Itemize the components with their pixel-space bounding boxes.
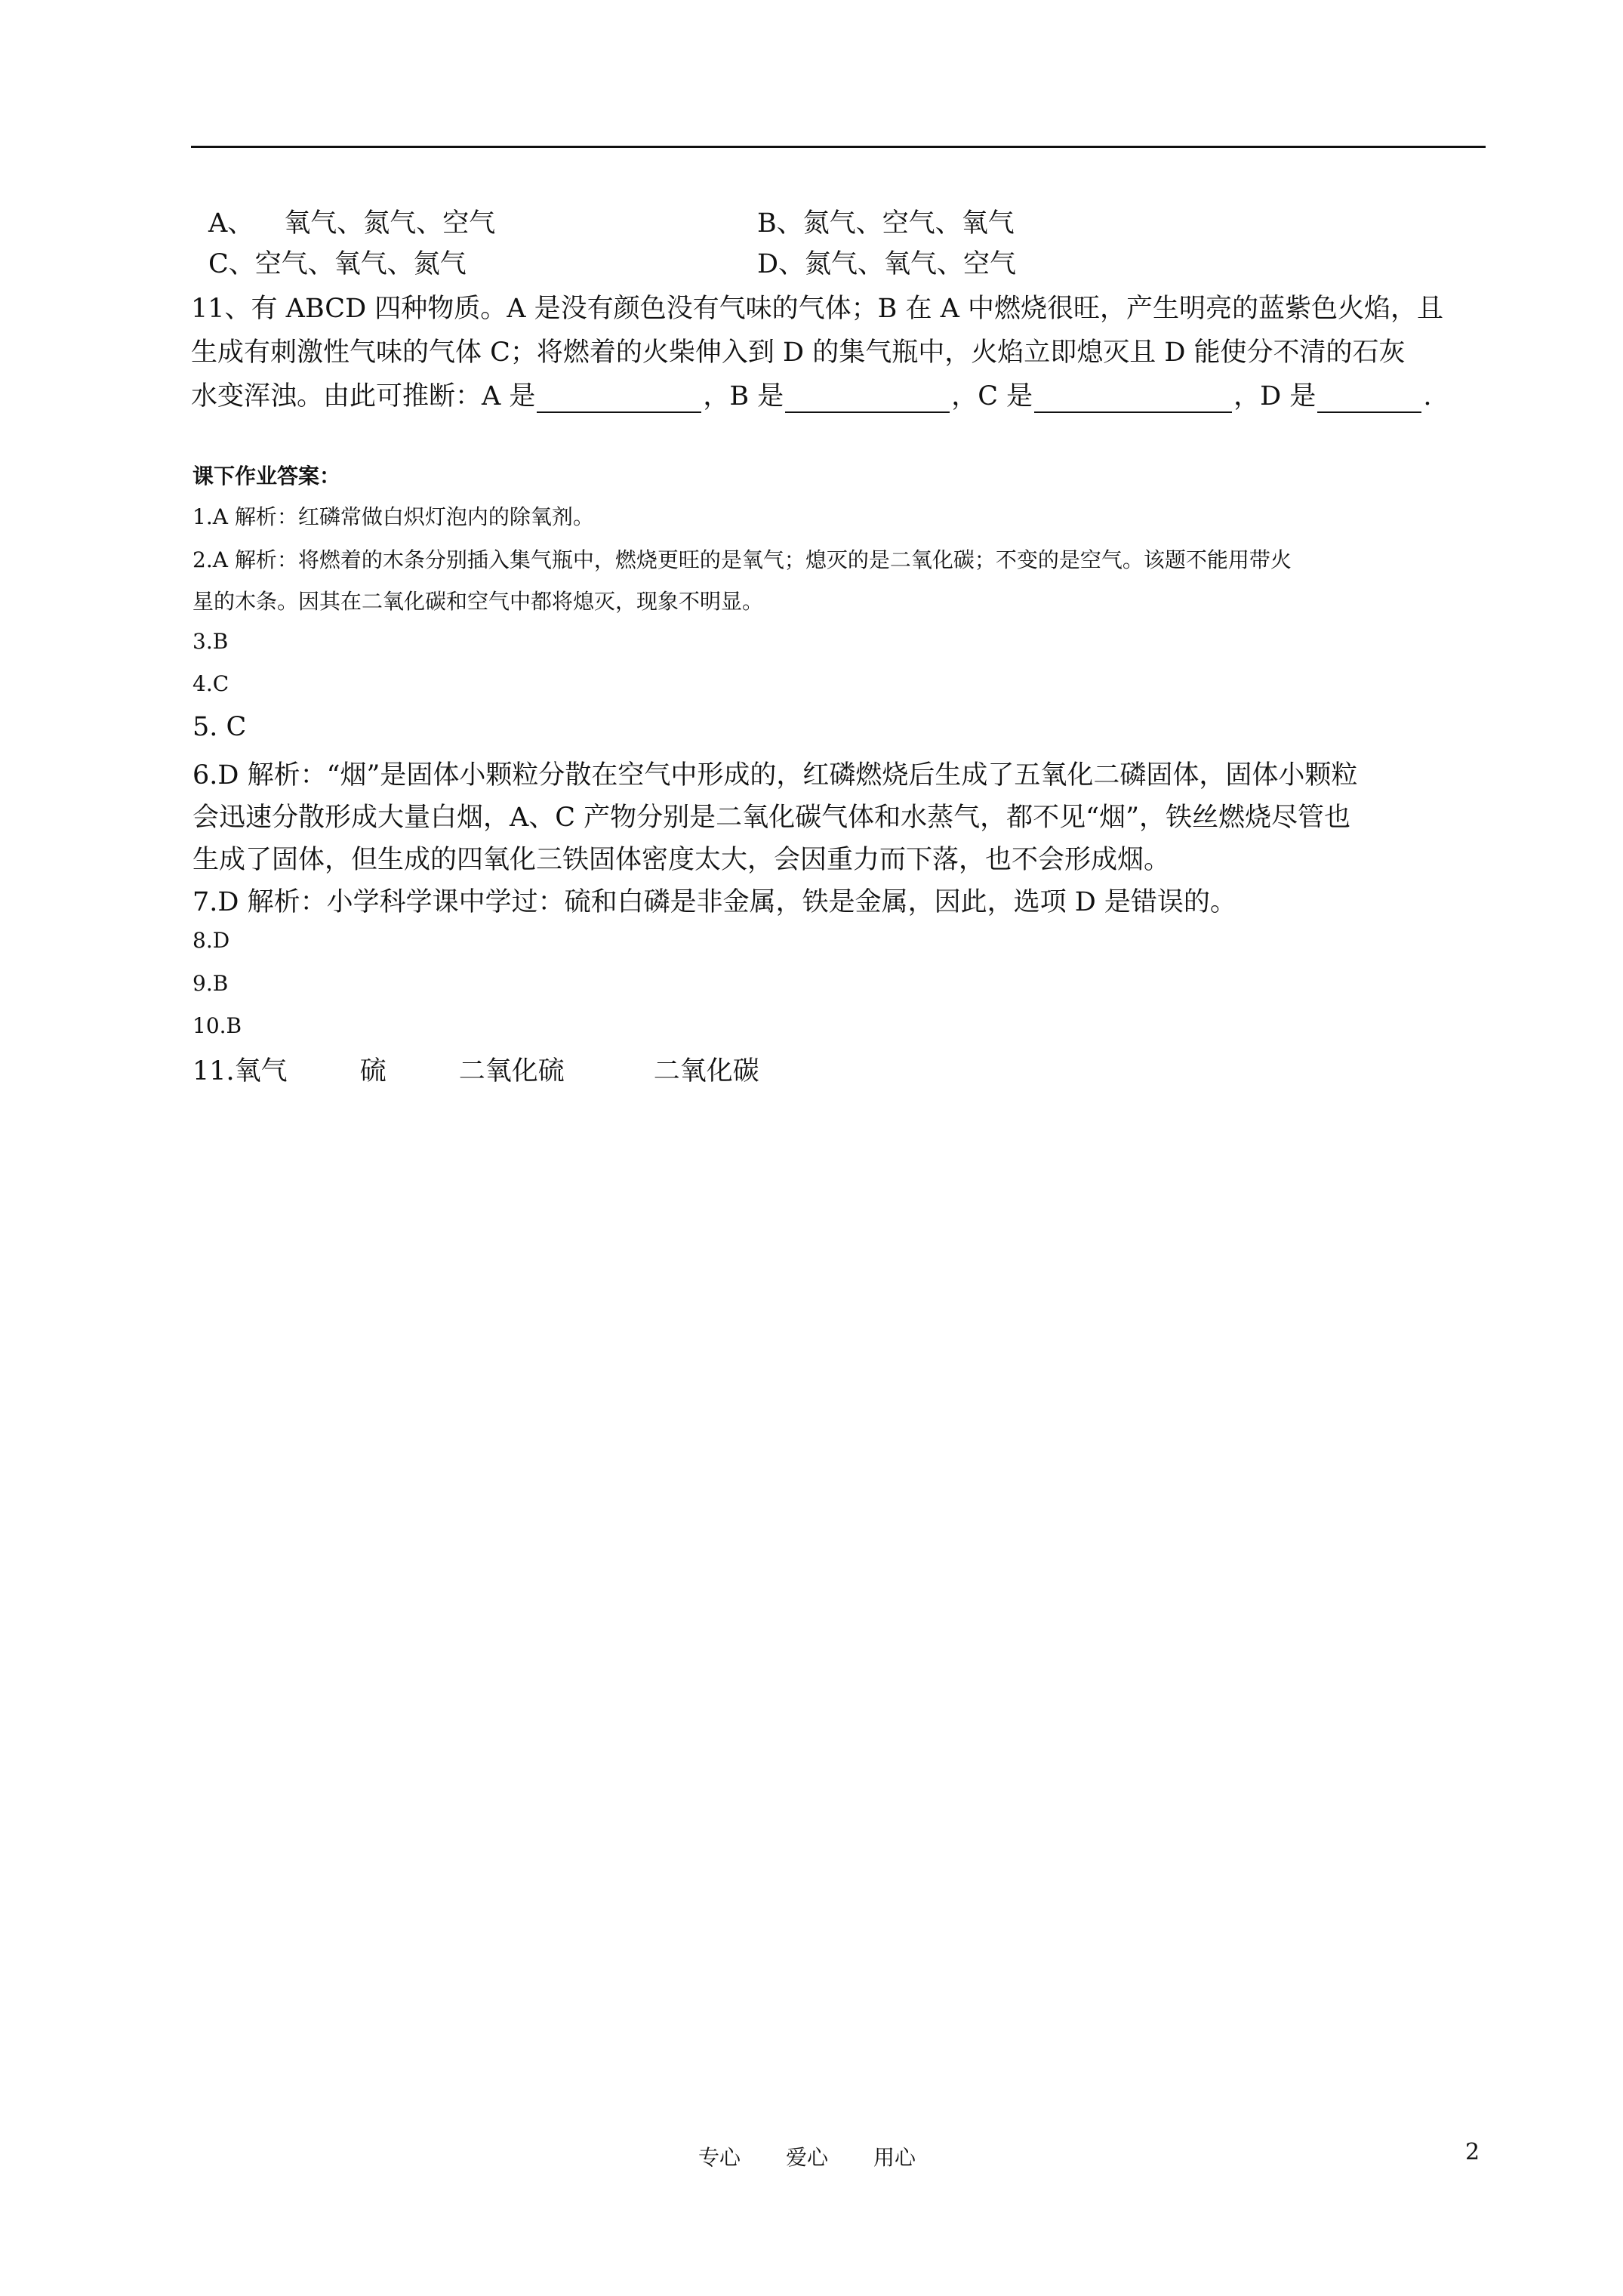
q11-a-is: 水变浑浊。由此可推断：A 是 bbox=[191, 381, 536, 411]
question-11-line-3 bbox=[191, 375, 1432, 413]
answer-2-line-1: 2.A 解析：将燃着的木条分别插入集气瓶中，燃烧更旺的是氧气；熄灭的是二氧化碳；不变的是空气。该题不能用带火 bbox=[192, 547, 1292, 572]
q11-d-is: ，D 是 bbox=[1233, 381, 1317, 411]
answer-9: 9.B bbox=[192, 971, 229, 996]
option-a bbox=[208, 202, 495, 240]
footer-motto-2: 爱心 bbox=[786, 2145, 829, 2170]
answer-4: 4.C bbox=[192, 671, 229, 696]
answer-11-num: 11. bbox=[192, 1056, 235, 1086]
q11-end: . bbox=[1423, 381, 1432, 411]
footer-motto bbox=[698, 2141, 916, 2171]
option-a-text: 氧气、氮气、空气 bbox=[284, 208, 496, 239]
answer-11-co2: 二氧化碳 bbox=[653, 1056, 759, 1086]
blank-c[interactable] bbox=[1034, 386, 1232, 413]
answer-7: 7.D 解析：小学科学课中学过：硫和白磷是非金属，铁是金属，因此，选项 D 是错误的。 bbox=[192, 887, 1236, 917]
footer-motto-3: 用心 bbox=[873, 2145, 916, 2170]
answer-6-line-2: 会迅速分散形成大量白烟，A、C 产物分别是二氧化碳气体和水蒸气，都不见“烟”，铁丝燃烧尽管也 bbox=[192, 803, 1350, 833]
option-c: C、空气、氧气、氮气 bbox=[208, 249, 467, 279]
footer-motto-1: 专心 bbox=[698, 2145, 741, 2170]
answer-11-oxygen: 氧气 bbox=[234, 1056, 288, 1086]
answer-11-so2: 二氧化硫 bbox=[458, 1056, 565, 1086]
q11-c-is: ，C 是 bbox=[951, 381, 1033, 411]
option-b: B、氮气、空气、氧气 bbox=[757, 208, 1015, 239]
blank-b[interactable] bbox=[785, 386, 950, 413]
answer-3: 3.B bbox=[192, 629, 229, 654]
answer-8: 8.D bbox=[192, 928, 230, 953]
answer-2-line-2: 星的木条。因其在二氧化碳和空气中都将熄灭，现象不明显。 bbox=[192, 589, 764, 614]
page-number: 2 bbox=[1465, 2139, 1480, 2165]
question-11-line-2: 生成有刺激性气味的气体 C；将燃着的火柴伸入到 D 的集气瓶中，火焰立即熄灭且 D 能使分不清的石灰 bbox=[191, 337, 1406, 368]
blank-a[interactable] bbox=[537, 386, 701, 413]
answer-1: 1.A 解析：红磷常做白炽灯泡内的除氧剂。 bbox=[192, 504, 594, 529]
header-rule bbox=[191, 146, 1486, 148]
q11-b-is: ，B 是 bbox=[703, 381, 784, 411]
option-a-label: A、 bbox=[208, 208, 254, 239]
answer-10: 10.B bbox=[192, 1013, 242, 1038]
answer-11-sulfur: 硫 bbox=[359, 1056, 387, 1086]
answer-6-line-1: 6.D 解析：“烟”是固体小颗粒分散在空气中形成的，红磷燃烧后生成了五氧化二磷固体，固体小颗粒 bbox=[192, 760, 1358, 791]
answer-5: 5. C bbox=[192, 712, 247, 742]
answers-heading: 课下作业答案： bbox=[192, 464, 341, 488]
question-11-line-1: 11、有 ABCD 四种物质。A 是没有颜色没有气味的气体；B 在 A 中燃烧很旺，产生明亮的蓝紫色火焰，且 bbox=[191, 294, 1444, 324]
option-d: D、氮气、氧气、空气 bbox=[757, 249, 1017, 279]
blank-d[interactable] bbox=[1317, 386, 1421, 413]
answer-6-line-3: 生成了固体，但生成的四氧化三铁固体密度太大，会因重力而下落，也不会形成烟。 bbox=[192, 845, 1171, 875]
answer-11 bbox=[192, 1050, 759, 1088]
